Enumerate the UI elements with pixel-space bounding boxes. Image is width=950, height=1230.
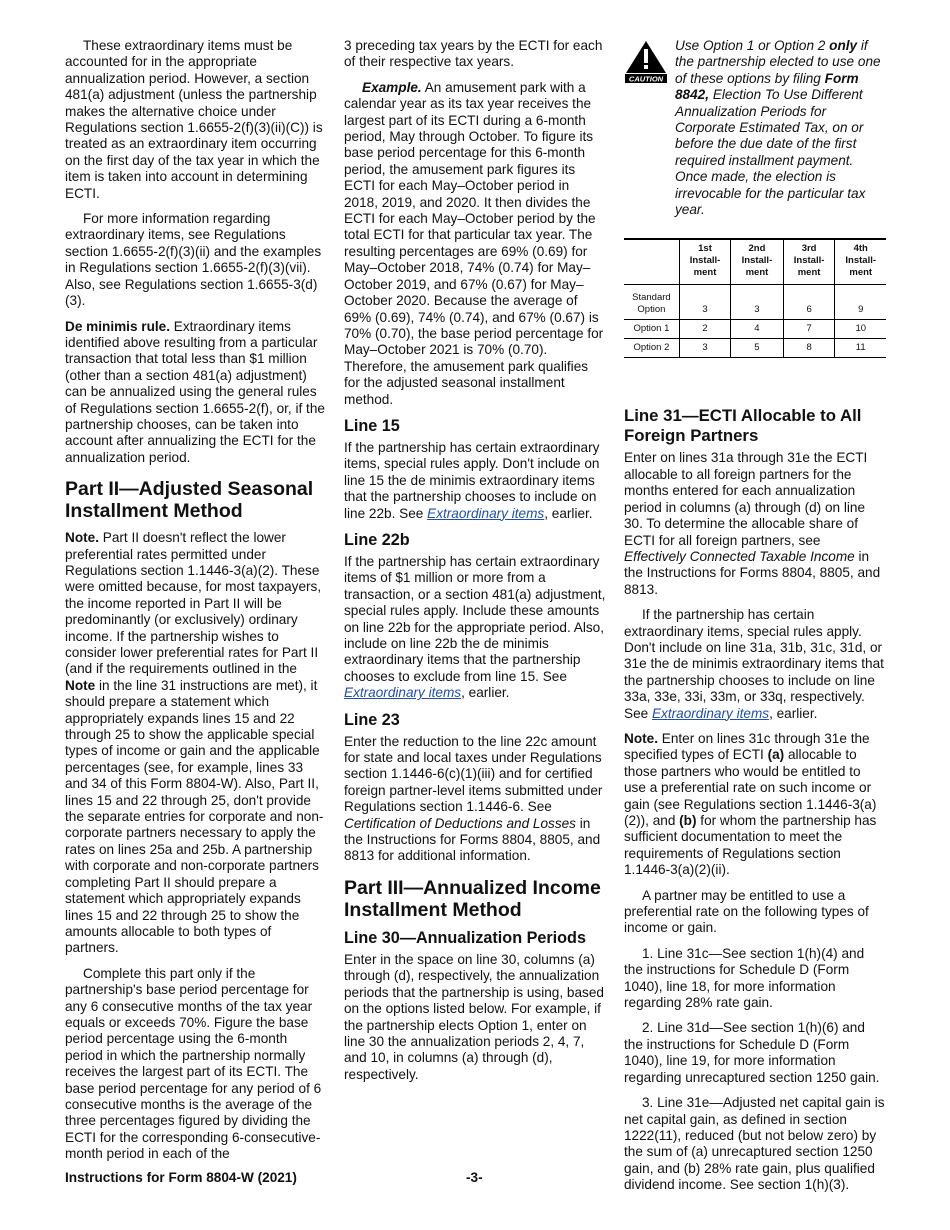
note-a: Enter on lines 31c through 31e the specified types of ECTI: [624, 730, 870, 763]
table-row: [624, 285, 886, 320]
paragraph-line-22b: [344, 554, 606, 702]
example-label: Example.: [362, 79, 422, 95]
link-extraordinary-items[interactable]: Extraordinary items: [651, 705, 770, 721]
row-label: Option 2: [624, 339, 679, 358]
table-cell: 2: [679, 320, 730, 339]
link-extraordinary-items[interactable]: Extraordinary items: [427, 505, 545, 521]
earlier-text: , earlier.: [544, 505, 593, 521]
paragraph-partner: A partner may be entitled to use a preferential rate on the following types of income or gain.: [624, 887, 869, 936]
table-header: 1st Install-ment: [679, 239, 730, 285]
line-23-italic: Certification of Deductions and Losses: [344, 815, 576, 831]
table-cell: 6: [783, 285, 835, 320]
table-cell: 4: [731, 320, 784, 339]
note-a-bold: (a): [767, 747, 785, 763]
extra-text: If the partnership has certain extraordinary items, special rules apply. Don't include on line 31a, 31b, 31c, 31d, or 31e the de minimis extraordinary items that the partnership chooses to include on line 33a, 33e, 33i, 33m, or 33q, respectively. See: [624, 607, 884, 721]
page-number: -3-: [466, 1170, 483, 1185]
heading-part-2: Part II—Adjusted Seasonal Installment Method: [65, 478, 314, 523]
line-15-text: If the partnership has certain extraordinary items, special rules apply. Don't include on line 15 the de minimis extraordinary items that the partnership chooses to include on line 22b. See: [344, 439, 600, 521]
caution-text-a: Use Option 1 or Option 2: [675, 38, 826, 53]
note-b: allocable to those partners who would be entitled to use a preferential rate on such income or gain (see Regulations section 1.1446-3(a)(2)), and: [624, 747, 877, 828]
footer-form-title: Instructions for Form 8804-W (2021): [65, 1170, 297, 1185]
paragraph-extraordinary-items: These extraordinary items must be accounted for in the appropriate annualization period. However, a section 481(a) adjustment (unless the partnership makes the alternative choice under Regulations section 1.6655-2(f)(3)(ii)(C)) is treated as an extraordinary item occurring on the first day of the tax year in which the item is taken into account in determining ECTI.: [65, 38, 323, 201]
de-minimis-text: Extraordinary items identified above resulting from a particular transaction that total less than $1 million (other than a section 481(a) adjustment) can be annualized using the general rules of Regulations section 1.6655-2(f), or, if the partnership chooses, can be taken into account after annualizing the ECTI for the annualization period.: [65, 318, 325, 465]
note-bold: Note: [65, 677, 96, 693]
table-cell: 3: [679, 285, 730, 320]
heading-line-31: Line 31—ECTI Allocable to All Foreign Partners: [624, 406, 862, 446]
heading-line-30: Line 30—Annualization Periods: [344, 928, 586, 947]
paragraph-extraordinary: [624, 607, 886, 722]
paragraph-more-info: For more information regarding extraordinary items, see Regulations section 1.6655-2(f)(3)(ii) and the examples in Regulations section 1.6655-2(f)(3)(vii). Also, see Regulations section 1.6655-3(d)(3).: [65, 211, 322, 309]
example-text: An amusement park with a calendar year as its tax year receives the largest part of its ECTI during a 6-month period, May through October. To figure its base period percentage for this 6-month period, the amusement park figures its ECTI for each May–October period in 2018, 2019, and 2020. It then divides the ECTI for each May–October period by the total ECTI for that particular tax year. The resulting percentages are 69% (0.69) for May–October 2018, 74% (0.74) for May–October 2019, and 67% (0.67) for May–October 2020. Because the average of 69% (0.69), 74% (0.74), and 67% (0.67) is 70% (0.70), the base period percentage for May–October 2021 is 70% (0.70). Therefore, the amusement park qualifies for the adjusted seasonal installment method.: [344, 79, 604, 407]
caution-only: only: [829, 38, 858, 53]
table-cell: 3: [679, 339, 730, 358]
note-label: Note.: [65, 530, 99, 546]
paragraph-line-15: [344, 440, 606, 522]
table-cell: 5: [731, 339, 784, 358]
row-label: Option 1: [624, 320, 679, 339]
column-1: [65, 38, 327, 1172]
link-extraordinary-items[interactable]: Extraordinary items: [344, 685, 462, 701]
table-cell: 10: [835, 320, 886, 339]
list-item: 3. Line 31e—Adjusted net capital gain is net capital gain, as defined in section 1222(11), reduced (but not below zero) by the sum of (a) unrecaptured section 1250 gain, and (b) 28% rate gain, plus qualified dividend income. See section 1(h)(3).: [624, 1095, 885, 1193]
earlier-text: , earlier.: [769, 705, 818, 721]
table-cell: 7: [783, 320, 835, 339]
paragraph-complete-part: Complete this part only if the partnership's base period percentage for any 6 consecutive months of the tax year equals or exceeds 70%. Figure the base period percentage using the 6-month period in which the partnership normally receives the largest part of its ECTI. The base period percentage for any period of 6 consecutive months is the average of the three percentages figured by dividing the ECTI for the corresponding 6-consecutive-month period in each of the: [65, 965, 322, 1162]
table-header: 3rd Install-ment: [783, 239, 835, 285]
line-23-text-b: in the Instructions for Forms 8804, 8805, and 8813 for additional information.: [344, 815, 601, 864]
paragraph-continued: 3 preceding tax years by the ECTI for each of their respective tax years.: [344, 38, 603, 70]
table-row: [624, 320, 886, 339]
list-item: 1. Line 31c—See section 1(h)(4) and the instructions for Schedule D (Form 1040), line 18, for more information regarding 28% rate gain.: [624, 945, 865, 1011]
line-31-text-a: Enter on lines 31a through 31e the ECTI allocable to all foreign partners for the months entered for each annualization period in columns (a) through (d) on line 30. To determine the allocable share of ECTI for all foreign partners, see: [624, 450, 868, 548]
caution-text-c: Election To Use Different Annualization Periods for Corporate Estimated Tax, on or before the due date of the first required installment payment. Once made, the election is irrevocable for the particular tax year.: [675, 87, 866, 218]
heading-line-22b: Line 22b: [344, 530, 410, 549]
table-cell: 9: [835, 285, 886, 320]
note-label: Note.: [624, 730, 658, 746]
table-header-row: [624, 239, 886, 285]
row-label: Standard Option: [624, 285, 679, 320]
note-text-b: in the line 31 instructions are met), it should prepare a statement which appropriately expands lines 15 and 22 through 25 to show the applicable special types of income or gain and the applicable percentages (see, for example, lines 33 and 34 of this Form 8804-W). Also, Part II, lines 15 and 22 through 25, don't provide the separate entries for corporate and non-corporate partners necessary to apply the rates on lines 25a and 25b. A partnership with corporate and non-corporate partners completing Part II should prepare a statement which appropriately expands lines 15 and 22 through 25 to show the amounts allocable to both types of partners.: [65, 677, 324, 956]
caution-icon: [624, 40, 668, 84]
caution-text-b: if the partnership elected to use one of these options by filing: [675, 38, 881, 86]
table-cell: 8: [783, 339, 835, 358]
line-31-text-b: in the Instructions for Forms 8804, 8805, and 8813.: [624, 548, 881, 597]
line-23-text-a: Enter the reduction to the line 22c amount for state and local taxes under Regulations section 1.1446-6(c)(1)(iii) and for certified foreign partner-level items submitted under Regulations section 1.1446-6. See: [344, 733, 603, 815]
paragraph-line-30: Enter in the space on line 30, columns (a) through (d), respectively, the annualization periods that the partnership is using, based on the options listed below. For example, if the partnership elects Option 1, enter on line 30 the annualization periods 2, 4, 7, and 10, in columns (a) through (d), respectively.: [344, 951, 604, 1082]
note-text-a: Part II doesn't reflect the lower preferential rates permitted under Regulations section 1.1446-3(a)(2). These were omitted because, for most taxpayers, the income reported in Part II will be predominantly (or exclusively) ordinary income. If the partnership wishes to consider lower preferential rates for Part II (and if the requirements outlined in the: [65, 530, 322, 677]
table-row: [624, 339, 886, 358]
installment-options-table: [624, 238, 886, 358]
list-item: 2. Line 31d—See section 1(h)(6) and the instructions for Schedule D (Form 1040), line 19, for more information regarding unrecaptured section 1250 gain.: [624, 1020, 880, 1085]
earlier-text: , earlier.: [461, 685, 510, 701]
table-header: 4th Install-ment: [835, 239, 886, 285]
note-b-bold: (b): [679, 813, 697, 828]
table-header: 2nd Install-ment: [731, 239, 784, 285]
de-minimis-label: De minimis rule.: [65, 318, 171, 334]
caution-box: [624, 38, 886, 218]
column-3: [624, 38, 886, 1203]
heading-line-15: Line 15: [344, 416, 400, 435]
note-c: for whom the partnership has sufficient documentation to meet the requirements of Regulations section 1.1446-3(a)(2)(ii).: [624, 813, 877, 878]
caution-label: CAUTION: [628, 74, 664, 84]
line-31-italic: Effectively Connected Taxable Income: [624, 548, 855, 564]
paragraph-line-31: [624, 450, 886, 598]
table-cell: 3: [731, 285, 784, 320]
heading-line-23: Line 23: [344, 710, 400, 729]
line-22b-text: If the partnership has certain extraordinary items of $1 million or more from a transaction, or a section 481(a) adjustment, special rules apply. Include these amounts on line 22b for the appropriate period. Also, include on line 22b the de minimis extraordinary items that the partnership chooses to exclude from line 15. See: [344, 553, 606, 684]
heading-part-3: Part III—Annualized Income Installment Method: [344, 876, 601, 921]
paragraph-line-23: [344, 734, 606, 865]
paragraph-note-31: [624, 731, 886, 879]
table-header-blank: [624, 239, 679, 285]
paragraph-note: [65, 530, 327, 957]
paragraph-de-minimis: [65, 319, 327, 467]
table-cell: 11: [835, 339, 886, 358]
caution-form: Form 8842,: [675, 70, 859, 103]
paragraph-example: [344, 80, 606, 408]
column-2: [344, 38, 606, 1092]
